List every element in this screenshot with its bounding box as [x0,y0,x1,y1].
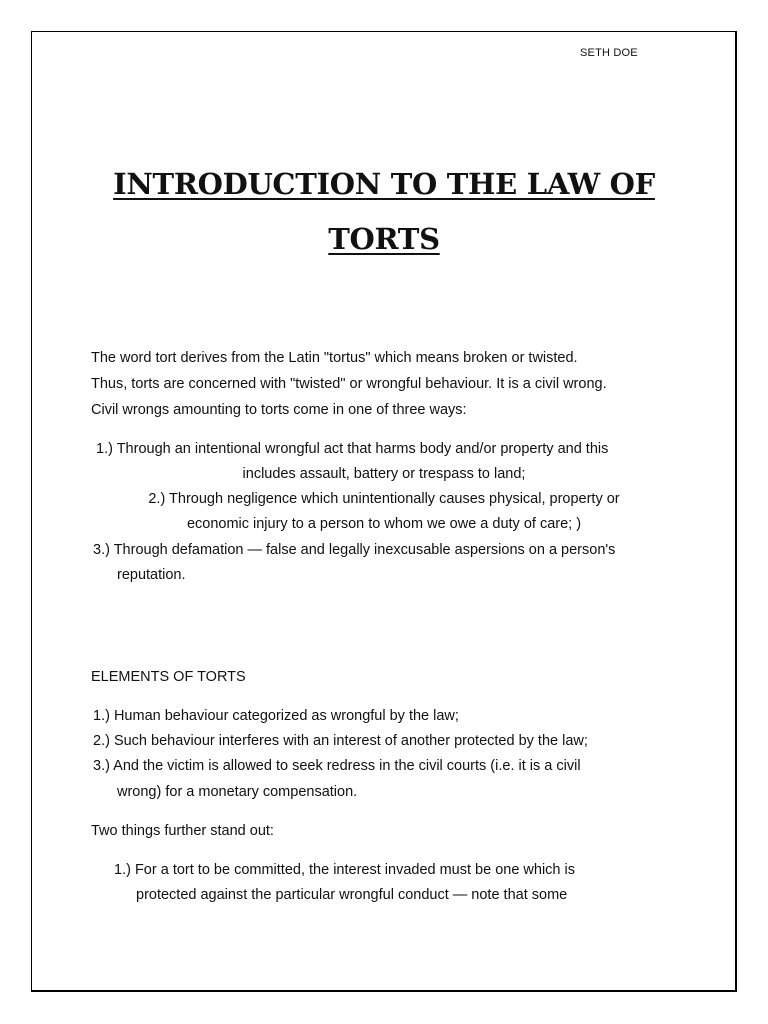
section-heading: ELEMENTS OF TORTS [91,669,246,685]
list-item-continued: includes assault, battery or trespass to land; [242,466,526,482]
list-item-continued: protected against the particular wrongful conduct — note that some [136,887,568,903]
paragraph: Two things further stand out: [91,823,274,839]
list-item: 2.) Such behaviour interferes with an interest of another protected by the law; [93,733,588,749]
intro-line: Civil wrongs amounting to torts come in one of three ways: [91,402,467,418]
list-item: 1.) Human behaviour categorized as wrongful by the law; [93,708,459,724]
list-item: 3.) And the victim is allowed to seek redress in the civil courts (i.e. it is a civil [93,758,581,774]
intro-line: Thus, torts are concerned with "twisted" or wrongful behaviour. It is a civil wrong. [91,376,607,392]
list-item: 2.) Through negligence which unintentionally causes physical, property or [148,491,620,507]
list-item-continued: economic injury to a person to whom we owe a duty of care; ) [186,516,582,532]
document-title: INTRODUCTION TO THE LAW OF [113,167,655,201]
list-item: 1.) For a tort to be committed, the interest invaded must be one which is [114,862,575,878]
list-item-continued: reputation. [117,567,186,583]
list-item-continued: wrong) for a monetary compensation. [117,784,358,800]
list-item: 3.) Through defamation — false and legally inexcusable aspersions on a person's [93,542,616,558]
author-name: SETH DOE [580,47,638,59]
intro-line: The word tort derives from the Latin "tortus" which means broken or twisted. [91,350,578,366]
document-title-continued: TORTS [328,222,440,256]
list-item: 1.) Through an intentional wrongful act that harms body and/or property and this [96,441,609,457]
